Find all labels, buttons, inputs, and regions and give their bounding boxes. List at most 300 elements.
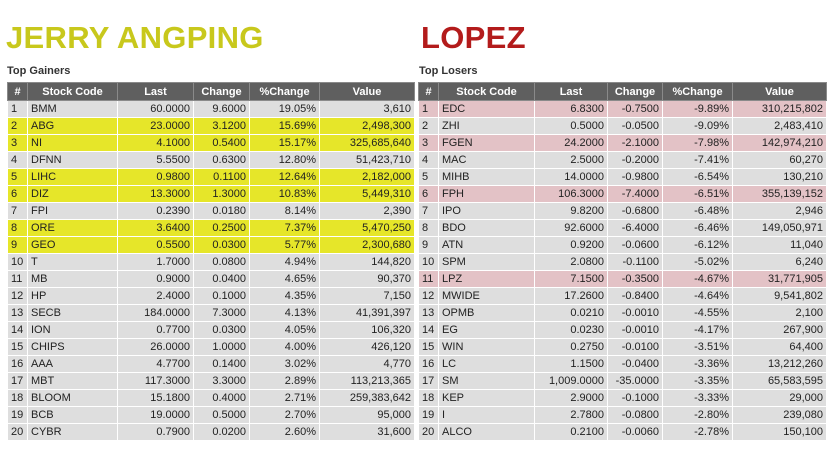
col-header-stock-code[interactable]: Stock Code: [439, 83, 535, 101]
stock-code: HP: [28, 288, 118, 305]
pct-change: 2.60%: [250, 424, 320, 441]
row-number: 13: [8, 305, 28, 322]
pct-change: 4.05%: [250, 322, 320, 339]
pct-change: 15.17%: [250, 135, 320, 152]
stock-code: BDO: [439, 220, 535, 237]
stock-code: FGEN: [439, 135, 535, 152]
trade-value: 90,370: [320, 271, 415, 288]
last-price: 1.1500: [535, 356, 608, 373]
stock-code: LIHC: [28, 169, 118, 186]
table-row[interactable]: [419, 254, 827, 271]
trade-value: 6,240: [733, 254, 827, 271]
pct-change: -6.12%: [663, 237, 733, 254]
pct-change: -4.64%: [663, 288, 733, 305]
price-change: -0.0500: [608, 118, 663, 135]
trade-value: 267,900: [733, 322, 827, 339]
price-change: -0.6800: [608, 203, 663, 220]
table-row[interactable]: [8, 356, 415, 373]
table-row[interactable]: [8, 407, 415, 424]
price-change: 0.5000: [194, 407, 250, 424]
stock-code: FPI: [28, 203, 118, 220]
last-price: 17.2600: [535, 288, 608, 305]
pct-change: -7.41%: [663, 152, 733, 169]
last-price: 2.9000: [535, 390, 608, 407]
price-change: 0.0300: [194, 237, 250, 254]
trade-value: 3,610: [320, 101, 415, 118]
row-number: 20: [8, 424, 28, 441]
trade-value: 325,685,640: [320, 135, 415, 152]
table-row[interactable]: [8, 220, 415, 237]
stock-code: FPH: [439, 186, 535, 203]
price-change: 0.0400: [194, 271, 250, 288]
stock-code: ZHI: [439, 118, 535, 135]
stock-code: IPO: [439, 203, 535, 220]
col-header-num[interactable]: #: [8, 83, 28, 101]
price-change: 1.3000: [194, 186, 250, 203]
stock-code: GEO: [28, 237, 118, 254]
table-row[interactable]: [8, 271, 415, 288]
col-header-pct-change[interactable]: %Change: [250, 83, 320, 101]
trade-value: 11,040: [733, 237, 827, 254]
price-change: 0.6300: [194, 152, 250, 169]
last-price: 2.7800: [535, 407, 608, 424]
price-change: -0.0800: [608, 407, 663, 424]
trade-value: 2,483,410: [733, 118, 827, 135]
row-number: 18: [419, 390, 439, 407]
pct-change: 12.64%: [250, 169, 320, 186]
trade-value: 2,946: [733, 203, 827, 220]
pct-change: -6.46%: [663, 220, 733, 237]
table-row[interactable]: [419, 390, 827, 407]
row-number: 4: [419, 152, 439, 169]
stock-code: MBT: [28, 373, 118, 390]
row-number: 20: [419, 424, 439, 441]
price-change: 0.1000: [194, 288, 250, 305]
gainers-heading: Top Gainers: [7, 65, 71, 77]
trade-value: 29,000: [733, 390, 827, 407]
trade-value: 113,213,365: [320, 373, 415, 390]
row-number: 5: [419, 169, 439, 186]
stock-code: KEP: [439, 390, 535, 407]
table-row[interactable]: [419, 288, 827, 305]
trade-value: 142,974,210: [733, 135, 827, 152]
row-number: 11: [8, 271, 28, 288]
table-row[interactable]: [419, 101, 827, 118]
trade-value: 2,390: [320, 203, 415, 220]
price-change: 0.1400: [194, 356, 250, 373]
table-row[interactable]: [419, 203, 827, 220]
stock-code: CYBR: [28, 424, 118, 441]
price-change: -0.0010: [608, 305, 663, 322]
table-row[interactable]: [8, 373, 415, 390]
trade-value: 2,100: [733, 305, 827, 322]
table-row[interactable]: [419, 220, 827, 237]
price-change: 9.6000: [194, 101, 250, 118]
stock-code: NI: [28, 135, 118, 152]
table-row[interactable]: [8, 169, 415, 186]
col-header-last[interactable]: Last: [118, 83, 194, 101]
left-title: JERRY ANGPING: [6, 20, 264, 55]
row-number: 13: [419, 305, 439, 322]
stock-code: ORE: [28, 220, 118, 237]
pct-change: -3.51%: [663, 339, 733, 356]
price-change: -0.9800: [608, 169, 663, 186]
pct-change: -3.33%: [663, 390, 733, 407]
last-price: 0.5500: [118, 237, 194, 254]
price-change: -0.8400: [608, 288, 663, 305]
pct-change: 10.83%: [250, 186, 320, 203]
price-change: 0.0180: [194, 203, 250, 220]
table-row[interactable]: [8, 237, 415, 254]
row-number: 9: [419, 237, 439, 254]
stock-code: EDC: [439, 101, 535, 118]
table-row[interactable]: [419, 424, 827, 441]
pct-change: 3.02%: [250, 356, 320, 373]
row-number: 8: [419, 220, 439, 237]
table-row[interactable]: [419, 118, 827, 135]
row-number: 17: [8, 373, 28, 390]
col-header-value[interactable]: Value: [733, 83, 827, 101]
stock-code: MWIDE: [439, 288, 535, 305]
trade-value: 259,383,642: [320, 390, 415, 407]
pct-change: 4.65%: [250, 271, 320, 288]
pct-change: 15.69%: [250, 118, 320, 135]
price-change: -35.0000: [608, 373, 663, 390]
table-row[interactable]: [8, 186, 415, 203]
table-row[interactable]: [8, 424, 415, 441]
row-number: 12: [419, 288, 439, 305]
stock-code: SPM: [439, 254, 535, 271]
table-row[interactable]: [419, 135, 827, 152]
last-price: 24.2000: [535, 135, 608, 152]
trade-value: 426,120: [320, 339, 415, 356]
last-price: 19.0000: [118, 407, 194, 424]
table-row[interactable]: [8, 135, 415, 152]
stock-code: ATN: [439, 237, 535, 254]
price-change: 0.2500: [194, 220, 250, 237]
pct-change: 2.70%: [250, 407, 320, 424]
table-row[interactable]: [419, 373, 827, 390]
price-change: -0.3500: [608, 271, 663, 288]
row-number: 14: [8, 322, 28, 339]
price-change: -0.1100: [608, 254, 663, 271]
pct-change: 12.80%: [250, 152, 320, 169]
price-change: -0.0400: [608, 356, 663, 373]
stock-code: OPMB: [439, 305, 535, 322]
price-change: -0.0100: [608, 339, 663, 356]
last-price: 23.0000: [118, 118, 194, 135]
last-price: 2.5000: [535, 152, 608, 169]
trade-value: 149,050,971: [733, 220, 827, 237]
price-change: -6.4000: [608, 220, 663, 237]
table-row[interactable]: [419, 407, 827, 424]
table-row[interactable]: [419, 152, 827, 169]
stock-code: MAC: [439, 152, 535, 169]
stock-code: ION: [28, 322, 118, 339]
stock-code: LC: [439, 356, 535, 373]
stock-code: BCB: [28, 407, 118, 424]
price-change: 0.0300: [194, 322, 250, 339]
pct-change: 2.71%: [250, 390, 320, 407]
row-number: 7: [8, 203, 28, 220]
row-number: 15: [419, 339, 439, 356]
price-change: -0.0600: [608, 237, 663, 254]
stock-code: AAA: [28, 356, 118, 373]
last-price: 0.9000: [118, 271, 194, 288]
row-number: 17: [419, 373, 439, 390]
trade-value: 60,270: [733, 152, 827, 169]
last-price: 0.0210: [535, 305, 608, 322]
table-row[interactable]: [419, 305, 827, 322]
last-price: 0.9800: [118, 169, 194, 186]
col-header-num[interactable]: #: [419, 83, 439, 101]
row-number: 9: [8, 237, 28, 254]
pct-change: 4.35%: [250, 288, 320, 305]
last-price: 0.9200: [535, 237, 608, 254]
stock-code: ABG: [28, 118, 118, 135]
last-price: 3.6400: [118, 220, 194, 237]
trade-value: 310,215,802: [733, 101, 827, 118]
pct-change: 4.00%: [250, 339, 320, 356]
last-price: 0.7900: [118, 424, 194, 441]
row-number: 18: [8, 390, 28, 407]
last-price: 15.1800: [118, 390, 194, 407]
price-change: 0.5400: [194, 135, 250, 152]
row-number: 3: [419, 135, 439, 152]
table-row[interactable]: [8, 305, 415, 322]
last-price: 184.0000: [118, 305, 194, 322]
losers-heading: Top Losers: [419, 65, 478, 77]
last-price: 106.3000: [535, 186, 608, 203]
table-row[interactable]: [8, 339, 415, 356]
trade-value: 95,000: [320, 407, 415, 424]
table-row[interactable]: [8, 203, 415, 220]
pct-change: -6.51%: [663, 186, 733, 203]
last-price: 2.0800: [535, 254, 608, 271]
gainers-table: [7, 82, 415, 441]
stock-code: BMM: [28, 101, 118, 118]
row-number: 5: [8, 169, 28, 186]
table-row[interactable]: [419, 339, 827, 356]
table-row[interactable]: [419, 186, 827, 203]
pct-change: -2.78%: [663, 424, 733, 441]
losers-table: [418, 82, 827, 441]
table-row[interactable]: [8, 322, 415, 339]
last-price: 0.2750: [535, 339, 608, 356]
row-number: 4: [8, 152, 28, 169]
stock-code: BLOOM: [28, 390, 118, 407]
last-price: 0.7700: [118, 322, 194, 339]
stock-code: T: [28, 254, 118, 271]
row-number: 2: [8, 118, 28, 135]
trade-value: 31,771,905: [733, 271, 827, 288]
table-row[interactable]: [8, 390, 415, 407]
row-number: 6: [419, 186, 439, 203]
last-price: 5.5500: [118, 152, 194, 169]
row-number: 10: [419, 254, 439, 271]
last-price: 1.7000: [118, 254, 194, 271]
row-number: 2: [419, 118, 439, 135]
last-price: 0.0230: [535, 322, 608, 339]
price-change: -7.4000: [608, 186, 663, 203]
table-row[interactable]: [8, 118, 415, 135]
row-number: 16: [419, 356, 439, 373]
row-number: 1: [419, 101, 439, 118]
pct-change: -9.09%: [663, 118, 733, 135]
trade-value: 7,150: [320, 288, 415, 305]
pct-change: -2.80%: [663, 407, 733, 424]
table-row[interactable]: [419, 271, 827, 288]
last-price: 6.8300: [535, 101, 608, 118]
trade-value: 65,583,595: [733, 373, 827, 390]
col-header-last[interactable]: Last: [535, 83, 608, 101]
last-price: 7.1500: [535, 271, 608, 288]
last-price: 9.8200: [535, 203, 608, 220]
stock-code: DIZ: [28, 186, 118, 203]
price-change: -0.7500: [608, 101, 663, 118]
pct-change: -3.35%: [663, 373, 733, 390]
last-price: 2.4000: [118, 288, 194, 305]
col-header-stock-code[interactable]: Stock Code: [28, 83, 118, 101]
trade-value: 64,400: [733, 339, 827, 356]
pct-change: 8.14%: [250, 203, 320, 220]
last-price: 0.5000: [535, 118, 608, 135]
price-change: 3.3000: [194, 373, 250, 390]
price-change: -0.0060: [608, 424, 663, 441]
table-row[interactable]: [8, 152, 415, 169]
trade-value: 355,139,152: [733, 186, 827, 203]
row-number: 14: [419, 322, 439, 339]
pct-change: -4.55%: [663, 305, 733, 322]
trade-value: 13,212,260: [733, 356, 827, 373]
trade-value: 5,470,250: [320, 220, 415, 237]
last-price: 13.3000: [118, 186, 194, 203]
table-row[interactable]: [8, 101, 415, 118]
trade-value: 150,100: [733, 424, 827, 441]
col-header-value[interactable]: Value: [320, 83, 415, 101]
stock-code: MIHB: [439, 169, 535, 186]
last-price: 1,009.0000: [535, 373, 608, 390]
price-change: -2.1000: [608, 135, 663, 152]
gainers-body: [8, 101, 415, 441]
price-change: 7.3000: [194, 305, 250, 322]
col-header-pct-change[interactable]: %Change: [663, 83, 733, 101]
pct-change: 4.13%: [250, 305, 320, 322]
stock-code: SM: [439, 373, 535, 390]
stock-code: SECB: [28, 305, 118, 322]
row-number: 8: [8, 220, 28, 237]
last-price: 4.7700: [118, 356, 194, 373]
last-price: 92.6000: [535, 220, 608, 237]
pct-change: 2.89%: [250, 373, 320, 390]
pct-change: 19.05%: [250, 101, 320, 118]
pct-change: 7.37%: [250, 220, 320, 237]
row-number: 11: [419, 271, 439, 288]
col-header-change[interactable]: Change: [194, 83, 250, 101]
row-number: 16: [8, 356, 28, 373]
last-price: 0.2100: [535, 424, 608, 441]
price-change: -0.0010: [608, 322, 663, 339]
trade-value: 2,182,000: [320, 169, 415, 186]
trade-value: 5,449,310: [320, 186, 415, 203]
price-change: 0.1100: [194, 169, 250, 186]
price-change: 3.1200: [194, 118, 250, 135]
last-price: 4.1000: [118, 135, 194, 152]
table-row[interactable]: [419, 322, 827, 339]
losers-header-row: [419, 83, 827, 101]
last-price: 0.2390: [118, 203, 194, 220]
price-change: 1.0000: [194, 339, 250, 356]
table-row[interactable]: [8, 288, 415, 305]
pct-change: -4.67%: [663, 271, 733, 288]
trade-value: 9,541,802: [733, 288, 827, 305]
table-row[interactable]: [8, 254, 415, 271]
stock-code: LPZ: [439, 271, 535, 288]
losers-body: [419, 101, 827, 441]
trade-value: 130,210: [733, 169, 827, 186]
stock-code: MB: [28, 271, 118, 288]
pct-change: -6.48%: [663, 203, 733, 220]
trade-value: 51,423,710: [320, 152, 415, 169]
right-title: LOPEZ: [421, 20, 526, 55]
table-row[interactable]: [419, 169, 827, 186]
trade-value: 239,080: [733, 407, 827, 424]
row-number: 12: [8, 288, 28, 305]
last-price: 26.0000: [118, 339, 194, 356]
trade-value: 144,820: [320, 254, 415, 271]
row-number: 19: [419, 407, 439, 424]
pct-change: 4.94%: [250, 254, 320, 271]
pct-change: -3.36%: [663, 356, 733, 373]
trade-value: 31,600: [320, 424, 415, 441]
pct-change: -6.54%: [663, 169, 733, 186]
stock-code: CHIPS: [28, 339, 118, 356]
stock-code: EG: [439, 322, 535, 339]
last-price: 60.0000: [118, 101, 194, 118]
table-row[interactable]: [419, 237, 827, 254]
table-row[interactable]: [419, 356, 827, 373]
row-number: 19: [8, 407, 28, 424]
trade-value: 2,498,300: [320, 118, 415, 135]
last-price: 117.3000: [118, 373, 194, 390]
stock-code: ALCO: [439, 424, 535, 441]
row-number: 6: [8, 186, 28, 203]
row-number: 10: [8, 254, 28, 271]
price-change: 0.0200: [194, 424, 250, 441]
row-number: 15: [8, 339, 28, 356]
price-change: 0.0800: [194, 254, 250, 271]
trade-value: 4,770: [320, 356, 415, 373]
pct-change: -4.17%: [663, 322, 733, 339]
row-number: 3: [8, 135, 28, 152]
pct-change: -9.89%: [663, 101, 733, 118]
stock-code: WIN: [439, 339, 535, 356]
last-price: 14.0000: [535, 169, 608, 186]
stock-code: DFNN: [28, 152, 118, 169]
price-change: 0.4000: [194, 390, 250, 407]
trade-value: 41,391,397: [320, 305, 415, 322]
pct-change: -7.98%: [663, 135, 733, 152]
stock-code: I: [439, 407, 535, 424]
pct-change: -5.02%: [663, 254, 733, 271]
col-header-change[interactable]: Change: [608, 83, 663, 101]
price-change: -0.1000: [608, 390, 663, 407]
pct-change: 5.77%: [250, 237, 320, 254]
row-number: 1: [8, 101, 28, 118]
trade-value: 2,300,680: [320, 237, 415, 254]
gainers-header-row: [8, 83, 415, 101]
trade-value: 106,320: [320, 322, 415, 339]
